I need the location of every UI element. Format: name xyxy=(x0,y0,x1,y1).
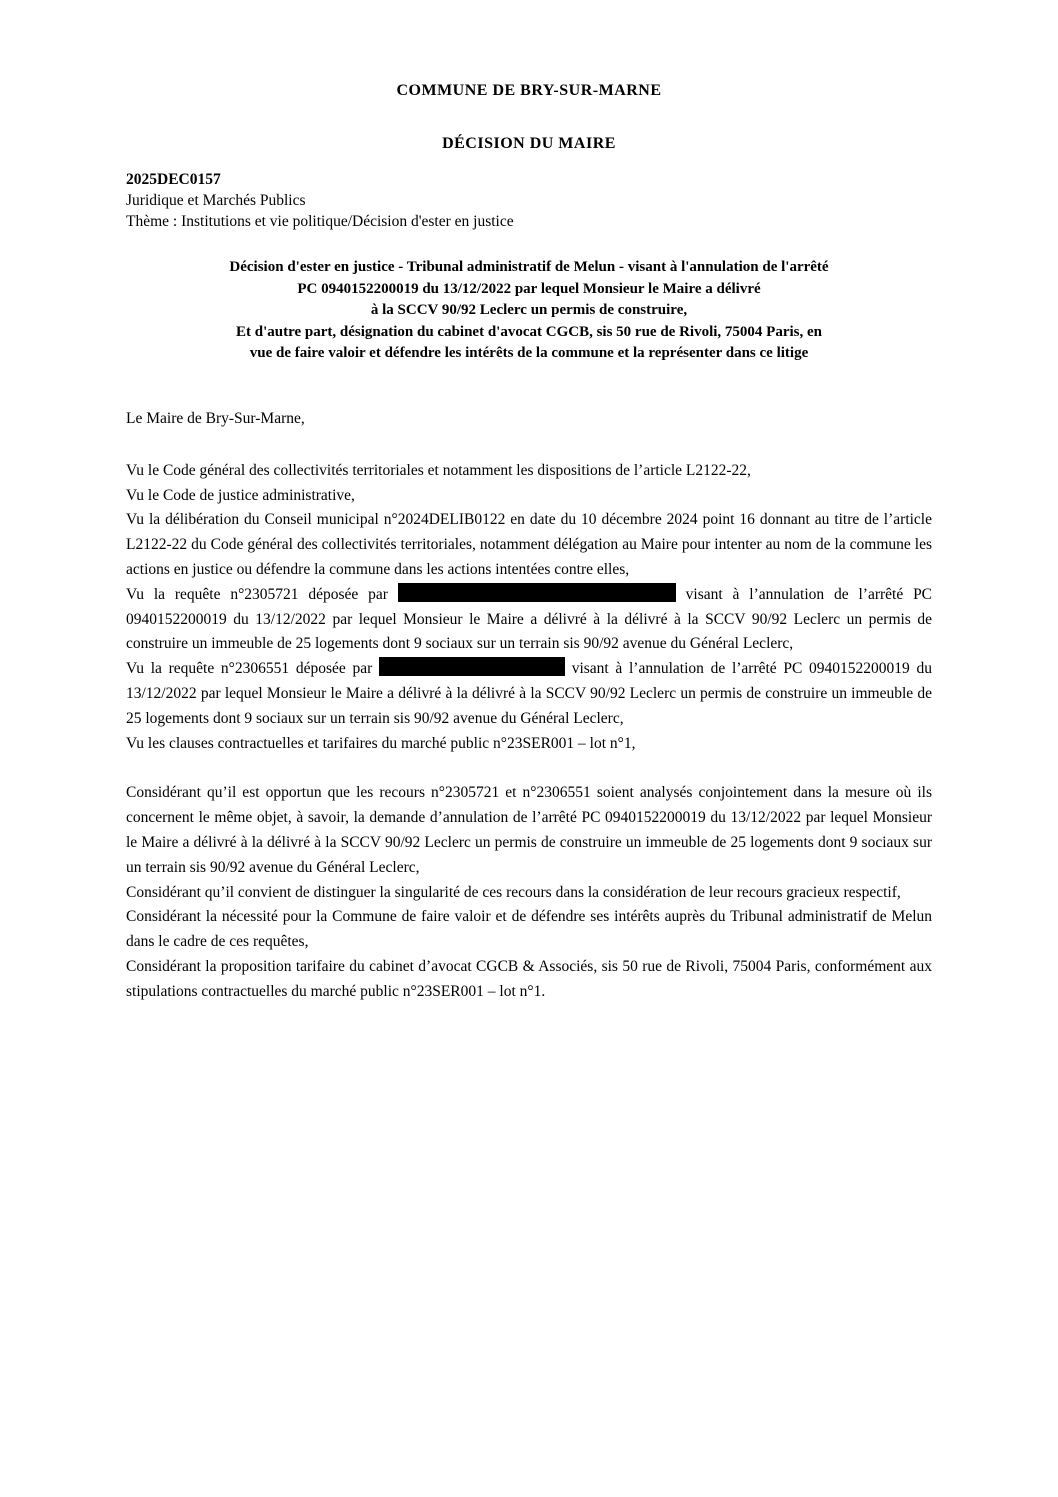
redaction-block xyxy=(379,657,565,676)
decision-subject xyxy=(126,257,932,365)
considerant-3: Considérant la nécessité pour la Commune de faire valoir et de défendre ses intérêts auprès du Tribunal administratif de Melun dans le cadre de ces requêtes, xyxy=(126,908,932,951)
visa-cgct: Vu le Code général des collectivités territoriales et notamment les dispositions de l’article L2122-22, xyxy=(126,461,751,479)
visa-cja: Vu le Code de justice administrative, xyxy=(126,486,355,504)
commune-heading: COMMUNE DE BRY-SUR-MARNE xyxy=(396,82,662,99)
visa-requete-2-start: Vu la requête n°2306551 déposée par xyxy=(126,660,373,678)
visa-requete-1 xyxy=(126,583,932,657)
visa-requete-2 xyxy=(126,657,932,731)
considerant-4: Considérant la proposition tarifaire du cabinet d’avocat CGCB & Associés, sis 50 rue de Rivoli, 75004 Paris, conformément aux stipulations contractuelles du marché public n°23SER001 – lot n°1. xyxy=(126,957,932,1000)
subject-line: Et d'autre part, désignation du cabinet d'avocat CGCB, sis 50 rue de Rivoli, 75004 Paris, en xyxy=(236,323,822,340)
redaction-block xyxy=(398,583,676,602)
subject-line: PC 0940152200019 du 13/12/2022 par lequel Monsieur le Maire a délivré xyxy=(297,280,761,297)
decision-service: Juridique et Marchés Publics xyxy=(126,192,306,209)
visa-requete-1-start: Vu la requête n°2305721 déposée par xyxy=(126,585,388,603)
decision-body xyxy=(126,407,932,1005)
decision-meta xyxy=(126,169,932,232)
visa-deliberation: Vu la délibération du Conseil municipal n°2024DELIB0122 en date du 10 décembre 2024 point 16 donnant au titre de l’article L2122-22 du Code général des collectivités territoriales, notamment délégation au Maire pour intenter au nom de la commune les actions en justice ou défendre la commune dans les actions intentées contre elles, xyxy=(126,511,932,578)
decision-title: DÉCISION DU MAIRE xyxy=(442,135,616,152)
decision-theme: Thème : Institutions et vie politique/Décision d'ester en justice xyxy=(126,213,514,230)
salutation: Le Maire de Bry-Sur-Marne, xyxy=(126,410,305,427)
subject-line: à la SCCV 90/92 Leclerc un permis de construire, xyxy=(370,302,688,318)
considerant-1: Considérant qu’il est opportun que les recours n°2305721 et n°2306551 soient analysés conjointement dans la mesure où ils concernent le même objet, à savoir, la demande d’annulation de l’arrêté PC 0940152200019 du 13/12/2022 par lequel Monsieur le Maire a délivré à la délivré à la SCCV 90/92 Leclerc un permis de construire un immeuble de 25 logements dont 9 sociaux sur un terrain sis 90/92 avenue du Général Leclerc, xyxy=(126,784,932,876)
visa-marche: Vu les clauses contractuelles et tarifaires du marché public n°23SER001 – lot n°1, xyxy=(126,734,636,752)
visa-requete-2-end: visant à l’annulation de l’arrêté PC 0940152200019 du 13/12/2022 par lequel Monsieur le Maire a délivré à la délivré à la SCCV 90/92 Leclerc un permis de construire un immeuble de 25 logements dont 9 sociaux sur un terrain sis 90/92 avenue du Général Leclerc, xyxy=(126,660,933,727)
decision-reference: 2025DEC0157 xyxy=(126,171,221,188)
visa-requete-1-end: visant à l’annulation de l’arrêté PC 0940152200019 du 13/12/2022 par lequel Monsieur le Maire a délivré à la délivré à la SCCV 90/92 Leclerc un permis de construire un immeuble de 25 logements dont 9 sociaux sur un terrain sis 90/92 avenue du Général Leclerc, xyxy=(126,585,933,653)
considerant-2: Considérant qu’il convient de distinguer la singularité de ces recours dans la considération de leur recours gracieux respectif, xyxy=(126,883,901,901)
subject-line: Décision d'ester en justice - Tribunal administratif de Melun - visant à l'annulation de l'arrêté xyxy=(229,259,829,275)
subject-line: vue de faire valoir et défendre les intérêts de la commune et la représenter dans ce litige xyxy=(249,345,809,361)
